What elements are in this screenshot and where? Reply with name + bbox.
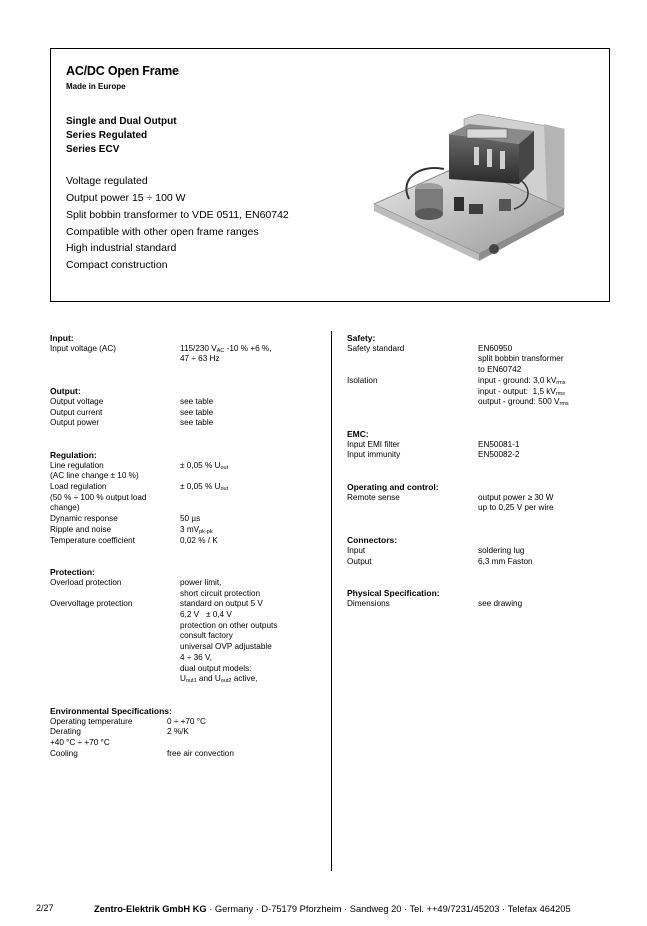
spec-row — [50, 354, 330, 365]
product-photo — [369, 109, 569, 269]
spec-row: protection on other outputs — [180, 620, 278, 630]
made-in-label: Made in Europe — [66, 82, 126, 91]
feature-item: Split bobbin transformer to VDE 0511, EN60742 — [66, 209, 289, 221]
header-box — [50, 48, 610, 302]
spec-row: 6,2 V ± 0,4 V — [180, 610, 232, 620]
feature-item: High industrial standard — [66, 242, 177, 254]
column-divider — [331, 331, 332, 871]
subtitle-line-1: Single and Dual Output — [66, 116, 177, 127]
spec-row: split bobbin transformer — [478, 354, 564, 364]
page-number: 2/27 — [36, 903, 54, 913]
spec-row: Operating temperature 0 ÷ +70 °C — [50, 716, 206, 726]
spec-row: Isolation input - ground: 3,0 $kV_{rms}$ — [347, 375, 566, 386]
spec-value: 115/230 $V_{AC}$ -10 % +6 %, — [180, 343, 272, 354]
spec-row: Ripple and noise 3 $mV_{pk-pk}$ — [50, 524, 213, 535]
section-title-output: Output: — [50, 386, 81, 397]
spec-row: Input immunity EN50082-2 — [347, 450, 520, 460]
feature-item: Output power 15 ÷ 100 W — [66, 192, 186, 204]
spec-row: Temperature coefficient 0,02 % / K — [50, 535, 218, 545]
spec-row: Output current see table — [50, 407, 214, 417]
feature-item: Compatible with other open frame ranges — [66, 226, 259, 238]
spec-row: consult factory — [180, 631, 233, 641]
spec-row: Derating 2 %/K — [50, 727, 189, 737]
spec-row: +40 °C ÷ +70 °C — [50, 738, 110, 748]
subtitle-line-3: Series ECV — [66, 144, 120, 155]
spec-row: Overvoltage protection standard on output 5 V — [50, 599, 263, 609]
spec-row: Cooling free air convection — [50, 748, 234, 758]
spec-row: up to 0,25 V per wire — [478, 503, 554, 513]
spec-row: Overload protection power limit, — [50, 577, 222, 587]
section-title-environmental: Environmental Specifications: — [50, 705, 172, 716]
company-address: · Germany · D-75179 Pforzheim · Sandweg 20 · Tel. ++49/7231/45203 · Telefax 464205 — [206, 904, 571, 914]
spec-row: 4 ÷ 36 V, — [180, 652, 212, 662]
document-title: AC/DC Open Frame — [66, 64, 179, 78]
left-spec-column — [50, 333, 330, 760]
spec-row: Safety standard EN60950 — [347, 343, 513, 353]
feature-item: Compact construction — [66, 259, 168, 271]
spec-row: Remote sense output power ≥ 30 W — [347, 492, 554, 502]
spec-row: change) — [50, 503, 80, 513]
spec-row: Line regulation ± 0,05 % $U_{out}$ — [50, 460, 229, 471]
section-title-operating: Operating and control: — [347, 482, 439, 493]
feature-item: Voltage regulated — [66, 175, 148, 187]
spec-row: output - ground: 500 $V_{rms}$ — [478, 397, 569, 408]
spec-row: (AC line change ± 10 %) — [50, 471, 139, 481]
section-title-physical: Physical Specification: — [347, 588, 440, 599]
spec-row: $U_{out1}$ and $U_{out2}$ active, — [180, 674, 258, 685]
section-title-regulation: Regulation: — [50, 449, 97, 460]
company-name: Zentro-Elektrik GmbH KG — [94, 904, 207, 914]
spec-row: Input EMI filter EN50081-1 — [347, 439, 520, 449]
section-title-input: Input: — [50, 333, 74, 343]
spec-key: Input voltage (AC) — [50, 343, 116, 353]
spec-row: dual output models: — [180, 663, 252, 673]
spec-row: Dimensions see drawing — [347, 598, 523, 608]
section-title-safety: Safety: — [347, 333, 376, 343]
spec-row: Input soldering lug — [347, 545, 525, 555]
section-title-connectors: Connectors: — [347, 535, 398, 546]
spec-row: short circuit protection — [180, 588, 261, 598]
spec-row: universal OVP adjustable — [180, 642, 272, 652]
spec-row: Load regulation ± 0,05 % $U_{out}$ — [50, 482, 229, 493]
spec-row: input - output: 1,5 $kV_{rms}$ — [478, 386, 566, 397]
spec-row: to EN60742 — [478, 365, 522, 375]
spec-value: 47 ÷ 63 Hz — [180, 354, 220, 364]
spec-row — [50, 344, 330, 355]
spec-row: Output power see table — [50, 418, 214, 428]
subtitle-line-2: Series Regulated — [66, 130, 148, 141]
footer-company-line — [94, 904, 571, 914]
section-title-emc: EMC: — [347, 428, 369, 439]
right-spec-column — [347, 333, 617, 610]
spec-row: Output 6,3 mm Faston — [347, 556, 533, 566]
spec-row: Dynamic response 50 µs — [50, 514, 201, 524]
spec-row: (50 % ÷ 100 % output load — [50, 492, 147, 502]
spec-row: Output voltage see table — [50, 396, 214, 406]
section-title-protection: Protection: — [50, 567, 95, 578]
